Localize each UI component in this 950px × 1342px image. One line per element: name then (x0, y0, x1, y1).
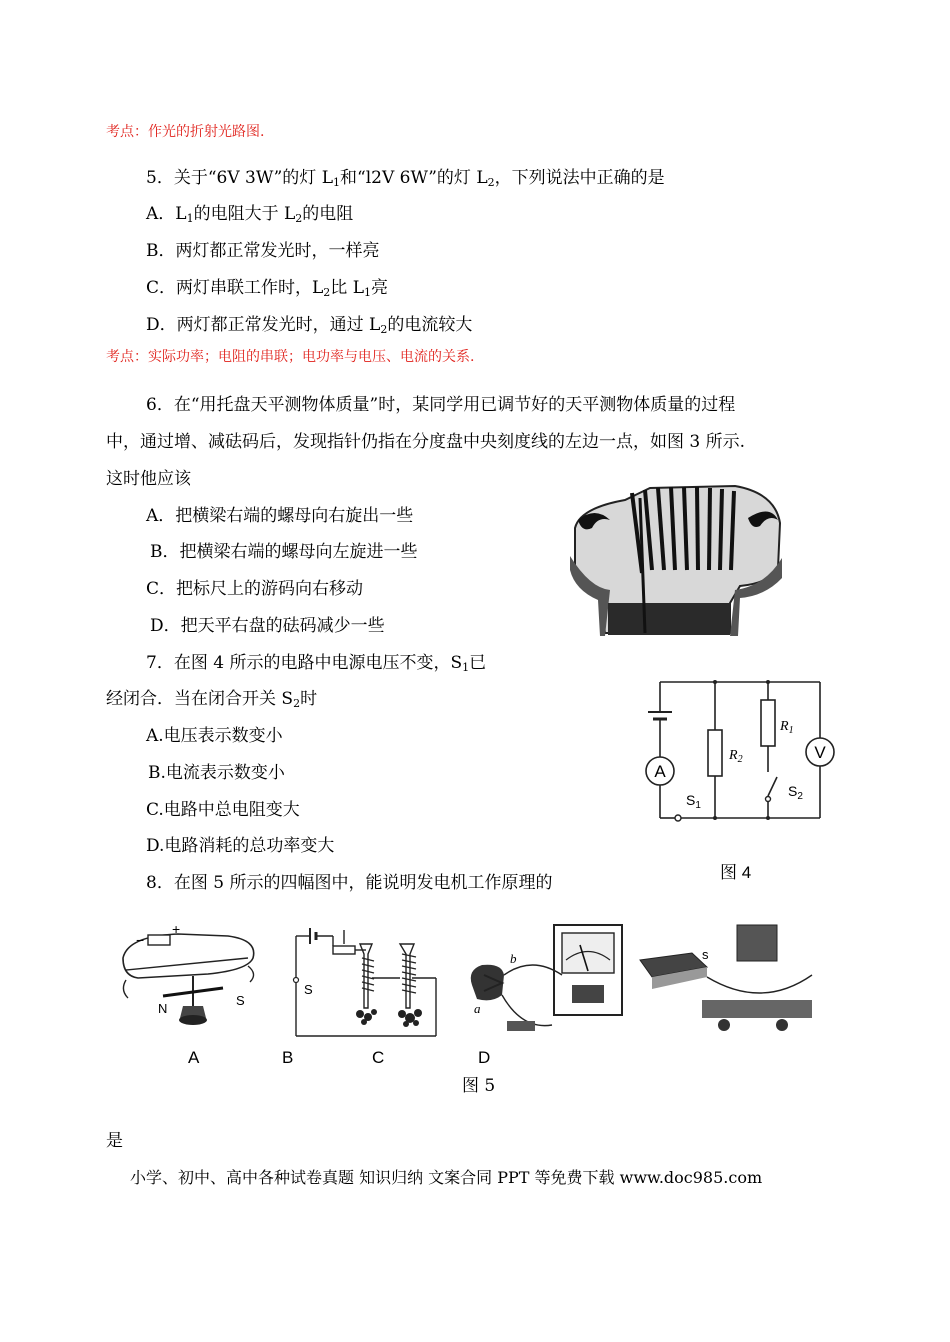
q6-stem-line2: 中，通过增、减砝码后，发现指针仍指在分度盘中央刻度线的左边一点，如图 3 所示. (106, 432, 746, 452)
circuit-diagram-fig4 (640, 672, 840, 832)
fig5-label-c: C (372, 1048, 385, 1067)
q5-option-c: C．两灯串联工作时，$L_2$比 $L_1$亮 (146, 278, 388, 299)
q6-option-c: C．把标尺上的游码向右移动 (146, 579, 364, 599)
ammeter-label: A (654, 762, 666, 781)
q7-option-d: D.电路消耗的总功率变大 (146, 836, 335, 856)
q8-stem: 8．在图 5 所示的四幅图中，能说明发电机工作原理的 (146, 873, 553, 893)
fig5-label-a: A (188, 1048, 200, 1067)
fig5-a-n-label: N (158, 1001, 168, 1016)
q5-option-d: D．两灯都正常发光时，通过 $L_2$的电流较大 (146, 315, 473, 336)
q7-option-a: A.电压表示数变小 (146, 726, 283, 746)
fig5-b-switch-label: S (304, 982, 313, 997)
q5-option-a: A．$L_1$的电阻大于 $L_2$的电阻 (146, 204, 354, 225)
q6-option-b: B．把横梁右端的螺母向左旋进一些 (150, 542, 418, 562)
q7-stem-line1: 7．在图 4 所示的电路中电源电压不变，$S_1$已 (146, 653, 487, 674)
q7-option-b: B.电流表示数变小 (148, 763, 285, 783)
fig5-caption: 图 5 (462, 1076, 496, 1096)
fig5-d-s-label: s (702, 947, 709, 962)
svg-text:−: − (136, 932, 145, 948)
fig4-caption: 图 4 (720, 863, 752, 882)
fig5-a-s-label: S (236, 993, 245, 1008)
q7-stem-line2: 经闭合．当在闭合开关 $S_2$时 (106, 689, 318, 710)
s1-label: $S_1$ (686, 792, 701, 811)
fig5-a-image (118, 918, 263, 1043)
fig5-bc-image (288, 918, 448, 1043)
balance-dial-figure (570, 478, 785, 638)
r2-label: $R_2$ (729, 748, 743, 765)
fig5-label-b: B (282, 1048, 294, 1067)
svg-text:+: + (172, 921, 181, 937)
fig5-d-b-label: b (510, 951, 517, 966)
fig5-d-a-label: a (474, 1001, 481, 1016)
kaodian-note-2: 考点：实际功率；电阻的串联；电功率与电压、电流的关系. (106, 349, 475, 365)
q5-option-b: B．两灯都正常发光时，一样亮 (146, 241, 380, 261)
q6-stem-line3: 这时他应该 (106, 469, 191, 489)
kaodian-note-1: 考点：作光的折射光路图. (106, 124, 265, 140)
q6-option-a: A．把横梁右端的螺母向右旋出一些 (146, 506, 414, 526)
q7-option-c: C.电路中总电阻变大 (146, 800, 300, 820)
q8-stem-end: 是 (106, 1131, 123, 1151)
fig5-d-image (462, 915, 837, 1045)
q5-stem: 5．关于“6V 3W”的灯 $L_1$和“l2V 6W”的灯 $L_2$，下列说法中正确的是 (146, 168, 665, 189)
s2-label: $S_2$ (788, 783, 803, 802)
footer-text: 小学、初中、高中各种试卷真题 知识归纳 文案合同 PPT 等免费下载 www.doc985.com (130, 1168, 763, 1187)
fig5-label-d: D (478, 1048, 491, 1067)
q6-option-d: D．把天平右盘的砝码减少一些 (150, 616, 385, 636)
r1-label: $R_1$ (780, 719, 794, 736)
voltmeter-label: V (814, 743, 826, 762)
q6-stem-line1: 6．在“用托盘天平测物体质量”时，某同学用已调节好的天平测物体质量的过程 (146, 395, 736, 415)
